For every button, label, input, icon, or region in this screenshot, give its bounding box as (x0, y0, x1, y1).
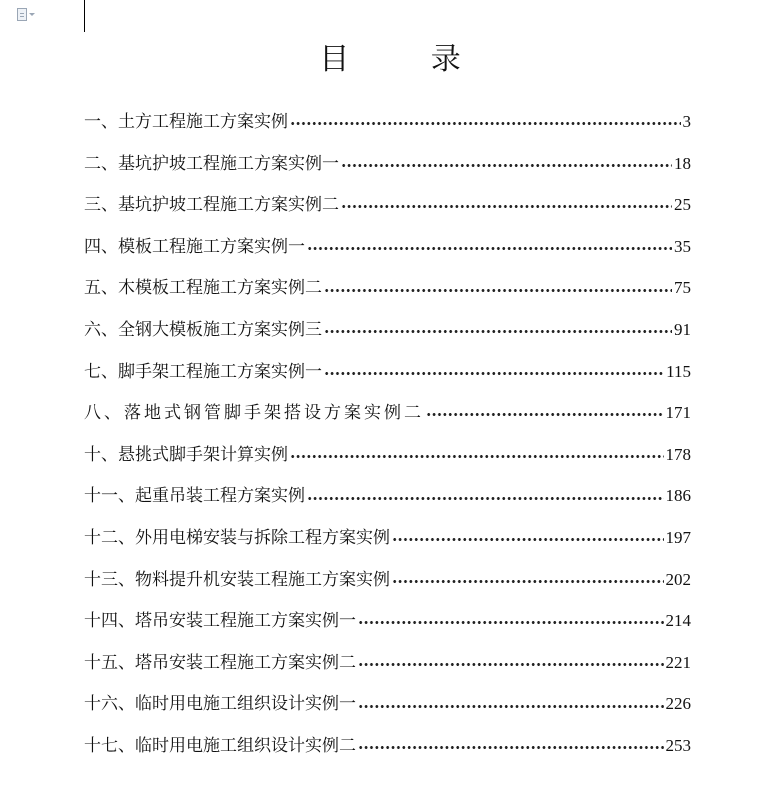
toc-entry-label: 八、落地式钢管脚手架搭设方案实例二 (84, 403, 424, 424)
toc-entry-page: 186 (665, 486, 691, 506)
toc-entry[interactable] (84, 725, 691, 767)
toc-entry[interactable] (84, 600, 691, 642)
toc-entry[interactable] (84, 101, 691, 143)
dot-leader (290, 455, 664, 458)
dot-leader (426, 413, 664, 416)
toc-entry-label: 十二、外用电梯安装与拆除工程方案实例 (84, 527, 390, 548)
toc-entry-page: 226 (665, 694, 691, 714)
dot-leader (341, 205, 672, 208)
toc-entry-label: 十三、物料提升机安装工程施工方案实例 (84, 569, 390, 590)
dot-leader (324, 372, 664, 375)
text-cursor (84, 0, 85, 32)
toc-entry-label: 十六、临时用电施工组织设计实例一 (84, 694, 356, 715)
toc-entry[interactable] (84, 226, 691, 268)
toc-entry-page: 171 (665, 403, 691, 423)
toc-entry[interactable] (84, 683, 691, 725)
toc-entry[interactable] (84, 559, 691, 601)
toc-entry-page: 91 (674, 319, 691, 339)
toc-entry-label: 一、土方工程施工方案实例 (84, 112, 288, 132)
table-of-contents (84, 101, 691, 767)
toc-entry-page: 202 (665, 569, 691, 589)
dot-leader (358, 621, 664, 624)
dot-leader (290, 122, 681, 125)
toc-entry-page: 115 (666, 361, 691, 381)
toc-entry[interactable] (84, 434, 691, 476)
toc-entry[interactable] (84, 392, 691, 434)
toc-entry-label: 四、模板工程施工方案实例一 (84, 236, 305, 257)
toc-entry[interactable] (84, 184, 691, 226)
toc-entry-page: 221 (665, 652, 691, 672)
toc-entry-label: 十一、起重吊装工程方案实例 (84, 486, 305, 507)
toc-entry-label: 十七、临时用电施工组织设计实例二 (84, 735, 356, 756)
dot-leader (392, 580, 664, 583)
page-title: 目 录 (319, 42, 497, 77)
toc-entry[interactable] (84, 267, 691, 309)
toc-entry[interactable] (84, 143, 691, 185)
toc-entry-label: 十、悬挑式脚手架计算实例 (84, 444, 288, 465)
toc-entry-label: 五、木模板工程施工方案实例二 (84, 278, 322, 299)
toc-entry-page: 3 (682, 112, 691, 131)
toc-entry-label: 十四、塔吊安装工程施工方案实例一 (84, 611, 356, 632)
toc-entry-page: 253 (665, 735, 691, 755)
toc-entry[interactable] (84, 309, 691, 351)
toc-entry[interactable] (84, 517, 691, 559)
document-icon[interactable] (17, 6, 43, 22)
page-icon (17, 8, 27, 21)
dot-leader (358, 746, 664, 749)
toc-entry-page: 197 (665, 527, 691, 547)
dot-leader (307, 497, 664, 500)
toc-entry-label: 二、基坑护坡工程施工方案实例一 (84, 153, 339, 174)
caret-down-icon[interactable] (29, 13, 35, 16)
toc-entry-label: 十五、塔吊安装工程施工方案实例二 (84, 652, 356, 673)
dot-leader (324, 289, 672, 292)
toc-entry-page: 25 (674, 195, 691, 215)
dot-leader (341, 164, 672, 167)
dot-leader (358, 705, 664, 708)
toc-entry-page: 75 (674, 278, 691, 298)
toc-entry[interactable] (84, 351, 691, 393)
toc-entry-label: 三、基坑护坡工程施工方案实例二 (84, 195, 339, 216)
toc-entry-page: 214 (665, 611, 691, 631)
toc-entry-label: 六、全钢大模板施工方案实例三 (84, 319, 322, 340)
toc-entry-page: 178 (665, 444, 691, 464)
toc-entry[interactable] (84, 475, 691, 517)
dot-leader (358, 663, 664, 666)
toc-entry[interactable] (84, 642, 691, 684)
toc-entry-page: 18 (674, 153, 691, 173)
dot-leader (307, 247, 672, 250)
dot-leader (392, 538, 664, 541)
toc-entry-page: 35 (674, 236, 691, 256)
dot-leader (324, 330, 672, 333)
toc-entry-label: 七、脚手架工程施工方案实例一 (84, 361, 322, 382)
